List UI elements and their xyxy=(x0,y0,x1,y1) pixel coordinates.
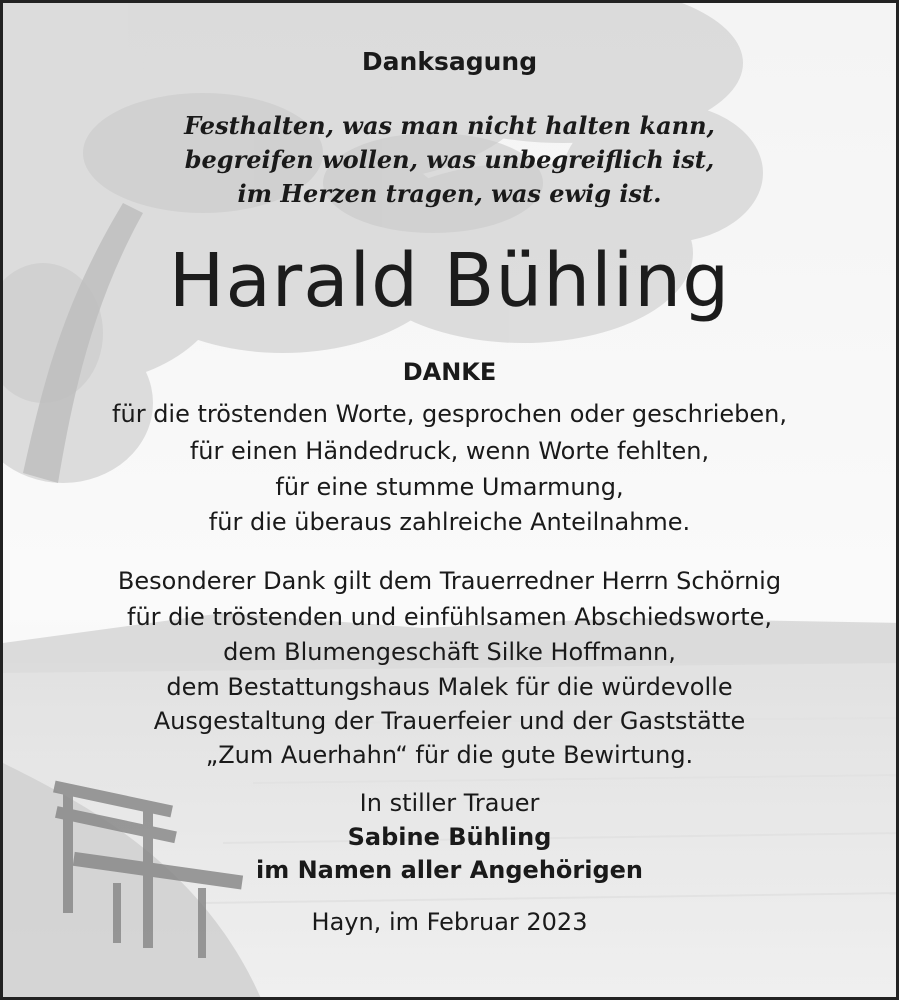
thanks-heading: DANKE xyxy=(402,358,497,386)
notice-heading: Danksagung xyxy=(361,47,538,76)
thanks-line-2: für einen Händedruck, wenn Worte fehlten, xyxy=(189,437,710,465)
special-thanks-line-3: dem Blumengeschäft Silke Hoffmann, xyxy=(223,638,676,666)
motto-line-1: Festhalten, was man nicht halten kann, xyxy=(184,111,715,140)
closing-intro: In stiller Trauer xyxy=(359,789,540,817)
motto-line-2: begreifen wollen, was unbegreiflich ist, xyxy=(184,145,715,174)
signer-name: Sabine Bühling xyxy=(347,823,552,851)
motto-line-3: im Herzen tragen, was ewig ist. xyxy=(237,179,662,208)
signer-family: im Namen aller Angehörigen xyxy=(255,856,643,884)
thanks-line-3: für eine stumme Umarmung, xyxy=(275,473,624,501)
deceased-name: Harald Bühling xyxy=(168,238,731,324)
thanks-line-1: für die tröstenden Worte, gesprochen oder geschrieben, xyxy=(112,400,787,428)
special-thanks-line-6: „Zum Auerhahn“ für die gute Bewirtung. xyxy=(205,741,694,769)
special-thanks-line-1: Besonderer Dank gilt dem Trauerredner Herrn Schörnig xyxy=(117,567,782,595)
place-date: Hayn, im Februar 2023 xyxy=(311,908,588,936)
special-thanks-line-4: dem Bestattungshaus Malek für die würdevolle xyxy=(166,673,733,701)
special-thanks-line-2: für die tröstenden und einfühlsamen Abschiedsworte, xyxy=(127,603,772,631)
special-thanks-line-5: Ausgestaltung der Trauerfeier und der Gaststätte xyxy=(153,707,746,735)
thanks-line-4: für die überaus zahlreiche Anteilnahme. xyxy=(208,508,691,536)
